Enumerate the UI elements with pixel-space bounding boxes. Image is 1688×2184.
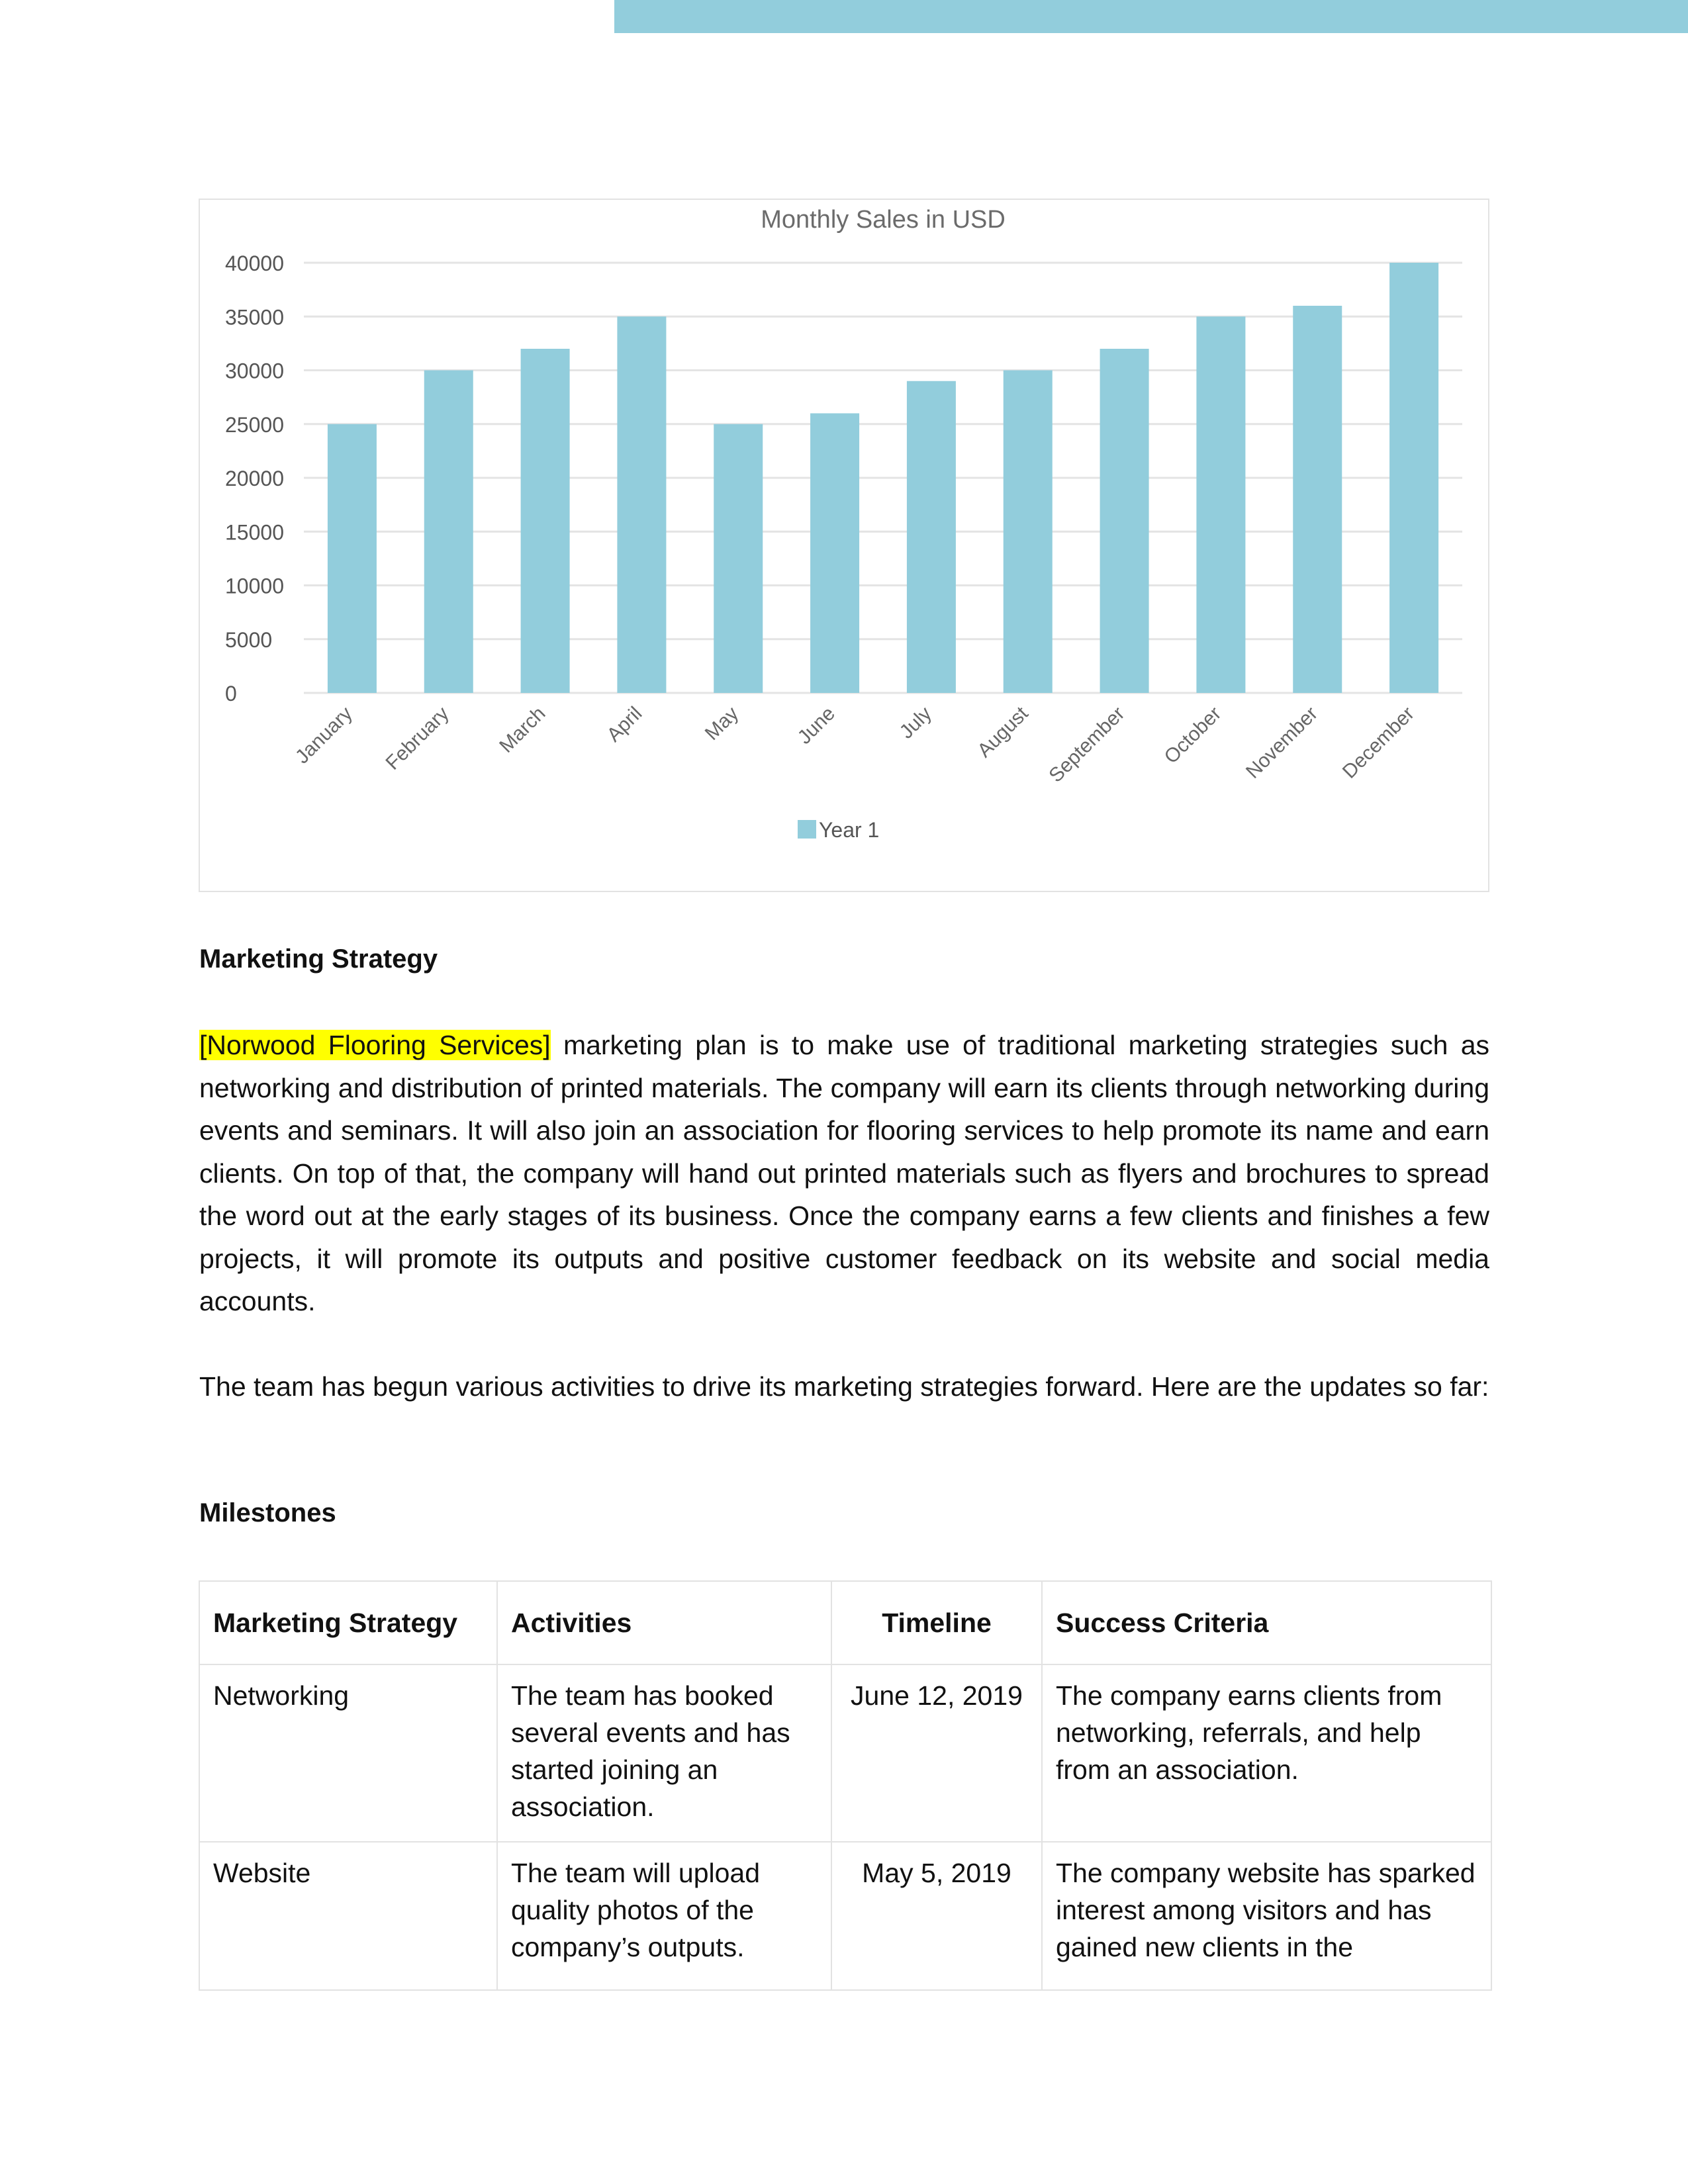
bar	[521, 349, 570, 693]
x-tick-label: September	[1045, 702, 1129, 787]
cell-timeline: June 12, 2019	[831, 1664, 1042, 1842]
updates-paragraph: The team has begun various activities to drive its marketing strategies forward. Here are the updates so far:	[199, 1371, 1489, 1402]
legend-label: Year 1	[819, 818, 880, 842]
cell-activities: The team has booked several events and has started joining an association.	[497, 1664, 831, 1842]
header-success-criteria: Success Criteria	[1042, 1581, 1491, 1664]
cell-timeline: May 5, 2019	[831, 1842, 1042, 1990]
legend-swatch	[798, 820, 816, 839]
x-tick-label: February	[381, 702, 453, 774]
header-timeline: Timeline	[831, 1581, 1042, 1664]
y-tick-label: 15000	[225, 520, 284, 545]
marketing-paragraph-text: marketing plan is to make use of traditional marketing strategies such as networking and distribution of printed materials. The company will earn its clients through networking during events and seminars. It will also join an association for flooring services to help promote its name and earn clients. On top of that, the company will hand out printed materials such as flyers and brochures to spread the word out at the early stages of its business. Once the company earns a few clients and finishes a few projects, it will promote its outputs and positive customer feedback on its website and social media accounts.	[199, 1030, 1489, 1316]
y-tick-label: 5000	[225, 627, 273, 652]
table-row	[199, 1842, 1491, 1990]
bar	[1004, 371, 1053, 694]
x-tick-label: July	[895, 702, 936, 743]
marketing-paragraph	[199, 1024, 1489, 1323]
y-tick-label: 40000	[225, 251, 284, 275]
header-marketing-strategy: Marketing Strategy	[199, 1581, 497, 1664]
header-activities: Activities	[497, 1581, 831, 1664]
milestones-table	[199, 1580, 1492, 1991]
x-tick-label: April	[602, 702, 647, 747]
x-tick-label: August	[973, 702, 1033, 762]
milestones-heading: Milestones	[199, 1498, 336, 1527]
x-tick-label: March	[495, 702, 550, 757]
chart-title: Monthly Sales in USD	[761, 206, 1006, 234]
bar	[617, 316, 666, 693]
cell-strategy: Website	[199, 1842, 497, 1990]
header-accent-bar	[614, 0, 1688, 33]
bar	[424, 371, 473, 694]
bar	[1196, 316, 1245, 693]
x-tick-label: November	[1242, 702, 1323, 783]
x-tick-label: December	[1338, 702, 1419, 783]
bar	[1389, 263, 1438, 693]
chart-svg	[200, 200, 1488, 891]
x-tick-label: June	[793, 702, 840, 749]
bar	[907, 381, 956, 693]
bar	[1293, 306, 1342, 693]
bar	[1100, 349, 1149, 693]
y-tick-label: 0	[225, 682, 237, 705]
cell-activities: The team will upload quality photos of the company’s outputs.	[497, 1842, 831, 1990]
y-tick-label: 30000	[225, 359, 284, 383]
y-tick-label: 25000	[225, 412, 284, 437]
marketing-strategy-heading: Marketing Strategy	[199, 944, 438, 974]
bar	[714, 424, 763, 693]
y-tick-label: 10000	[225, 574, 284, 598]
cell-strategy: Networking	[199, 1664, 497, 1842]
bar	[328, 424, 377, 693]
y-tick-label: 35000	[225, 305, 284, 330]
table-header-row	[199, 1581, 1491, 1664]
company-name-highlight: [Norwood Flooring Services]	[199, 1030, 551, 1060]
x-tick-label: January	[291, 702, 357, 768]
cell-success-criteria: The company earns clients from networking, referrals, and help from an association.	[1042, 1664, 1491, 1842]
x-tick-label: May	[700, 702, 743, 745]
table-row	[199, 1664, 1491, 1842]
x-tick-label: October	[1160, 702, 1226, 768]
bar	[810, 414, 859, 694]
cell-success-criteria: The company website has sparked interest among visitors and has gained new clients in the	[1042, 1842, 1491, 1990]
monthly-sales-chart	[199, 199, 1489, 892]
y-tick-label: 20000	[225, 467, 284, 490]
